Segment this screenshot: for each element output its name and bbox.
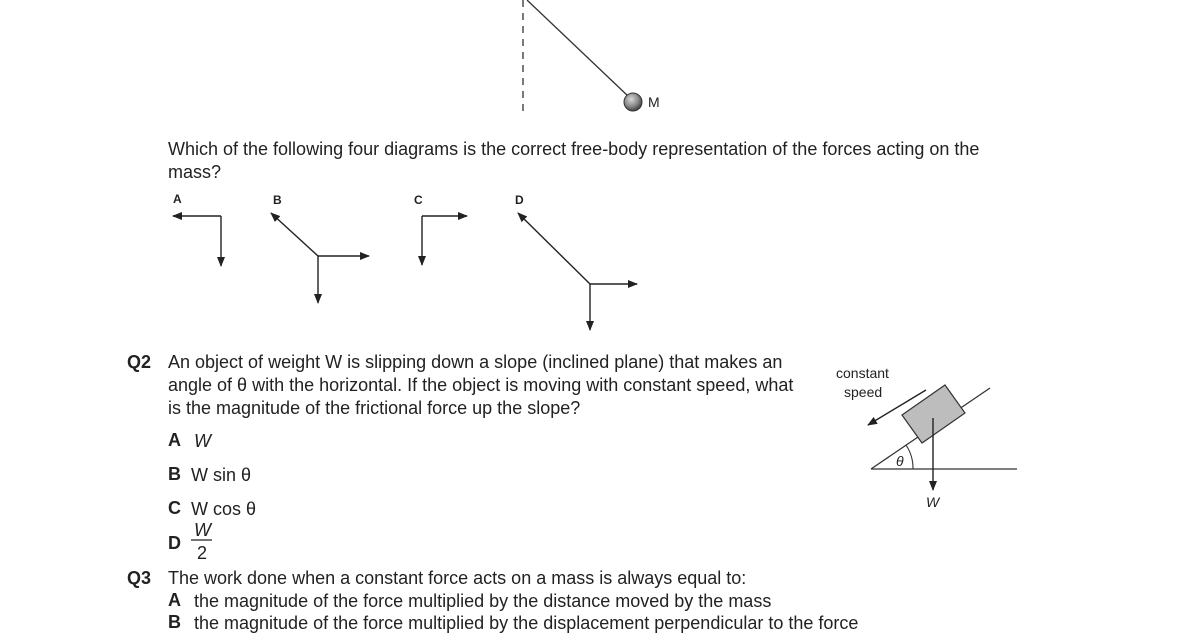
- diagram-d-diagonal-arrow: [518, 213, 590, 284]
- diagram-b-diagonal-arrow: [271, 213, 318, 256]
- diagram-b: [271, 213, 369, 303]
- q2-option-d-denominator: 2: [197, 543, 208, 563]
- q2-option-b-letter: B: [168, 464, 181, 484]
- diagram-a: [173, 216, 221, 266]
- q2-line1: An object of weight W is slipping down a slope (inclined plane) that makes an: [168, 352, 783, 372]
- incline-speed-label-line1: constant: [836, 365, 889, 381]
- q3-option-b-letter: B: [168, 612, 181, 632]
- q1-prompt-line2: mass?: [168, 162, 222, 182]
- diagram-b-label: B: [273, 193, 282, 207]
- q2-option-d-letter: D: [168, 533, 181, 553]
- incline-speed-label-line2: speed: [844, 384, 883, 400]
- q2-line2: angle of θ with the horizontal. If the object is moving with constant speed, what: [168, 375, 794, 395]
- pendulum-figure: [523, 0, 642, 116]
- q2-option-d-numerator: W: [194, 520, 211, 540]
- diagram-c-label: C: [414, 193, 423, 207]
- q2-option-c-text: W cos θ: [191, 499, 257, 519]
- q2-option-a-text: W: [194, 431, 211, 451]
- q2-number: Q2: [127, 352, 152, 372]
- incline-weight-label: W: [926, 494, 940, 510]
- q3-option-b-text: the magnitude of the force multiplied by the displacement perpendicular to the force: [194, 613, 859, 633]
- incline-angle-label: θ: [896, 453, 904, 469]
- q2-line3: is the magnitude of the frictional force up the slope?: [168, 398, 581, 418]
- incline-figure: [868, 385, 1017, 490]
- diagram-a-label: A: [173, 192, 182, 206]
- diagram-d: [518, 213, 637, 330]
- q1-prompt-line1: Which of the following four diagrams is the correct free-body representation of the forces acting on the: [168, 139, 980, 159]
- pendulum-mass: [624, 93, 642, 111]
- q2-option-a-letter: A: [168, 430, 181, 450]
- q3-option-a-letter: A: [168, 590, 181, 610]
- diagram-d-label: D: [515, 193, 524, 207]
- q3-prompt: The work done when a constant force acts on a mass is always equal to:: [168, 568, 747, 588]
- pendulum-string: [527, 0, 628, 96]
- q3-option-a-text: the magnitude of the force multiplied by the distance moved by the mass: [194, 591, 772, 611]
- incline-angle-arc: [906, 445, 913, 469]
- diagram-c: [422, 216, 467, 265]
- pendulum-mass-label: M: [648, 94, 660, 110]
- q2-option-c-letter: C: [168, 498, 181, 518]
- q2-option-b-text: W sin θ: [191, 465, 252, 485]
- q3-number: Q3: [127, 568, 152, 588]
